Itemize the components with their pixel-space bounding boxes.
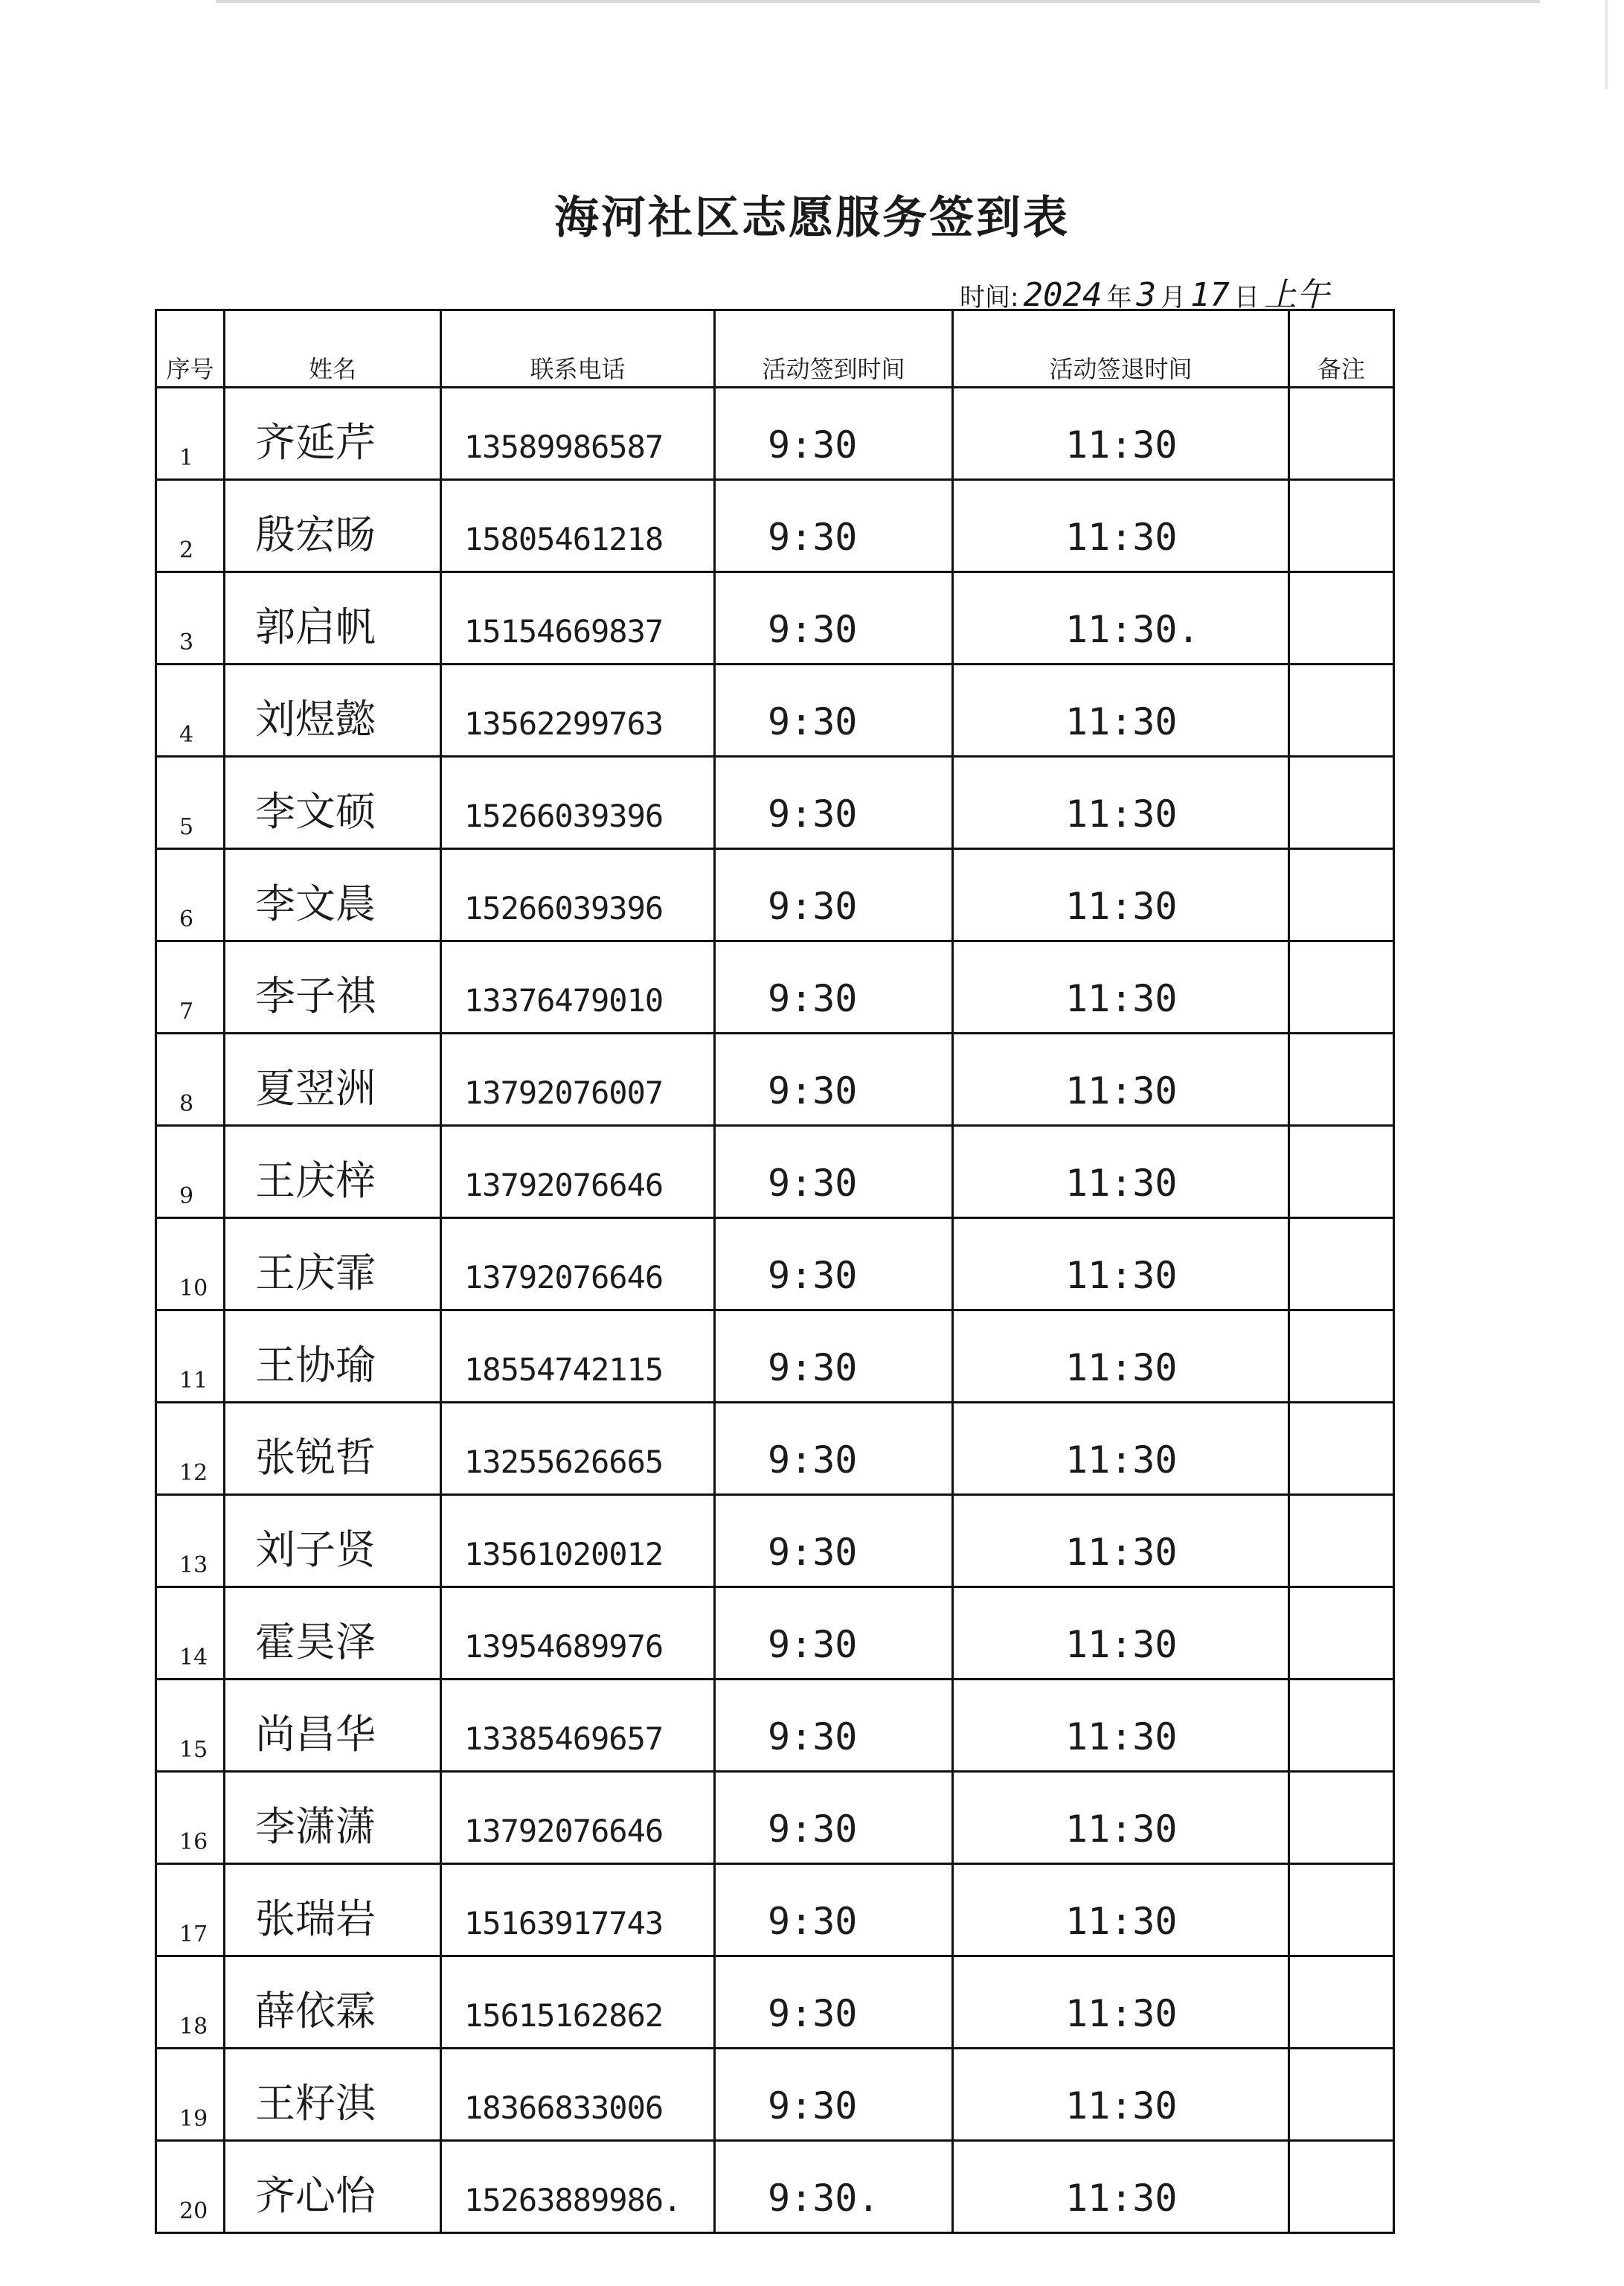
- phone-number: 15615162862: [441, 1956, 715, 2049]
- table-row: [156, 1956, 1394, 2049]
- checkout-time: 11:30: [953, 1310, 1289, 1403]
- checkout-time: 11:30: [953, 757, 1289, 849]
- row-number: 14: [156, 1587, 225, 1680]
- note-cell: [1289, 1126, 1394, 1218]
- header-note: 备注: [1289, 310, 1394, 388]
- checkin-time: 9:30: [715, 1864, 953, 1956]
- note-cell: [1289, 388, 1394, 480]
- checkin-time: 9:30: [715, 1126, 953, 1218]
- date-month: 3: [1136, 276, 1156, 314]
- table-row: [156, 1218, 1394, 1310]
- phone-number: 13792076007: [441, 1034, 715, 1126]
- checkin-time: 9:30: [715, 388, 953, 480]
- table-row: [156, 1403, 1394, 1495]
- row-number: 15: [156, 1680, 225, 1772]
- volunteer-name: 刘子贤: [225, 1495, 441, 1587]
- table-row: [156, 665, 1394, 757]
- note-cell: [1289, 1034, 1394, 1126]
- note-cell: [1289, 1772, 1394, 1864]
- table-row: [156, 2049, 1394, 2141]
- note-cell: [1289, 1495, 1394, 1587]
- note-cell: [1289, 1956, 1394, 2049]
- checkout-time: 11:30: [953, 1126, 1289, 1218]
- phone-number: 18554742115: [441, 1310, 715, 1403]
- volunteer-name: 殷宏旸: [225, 480, 441, 572]
- date-year-label: 年: [1106, 283, 1132, 313]
- phone-number: 18366833006: [441, 2049, 715, 2141]
- row-number: 1: [156, 388, 225, 480]
- note-cell: [1289, 1310, 1394, 1403]
- table-row: [156, 1310, 1394, 1403]
- phone-number: 13792076646: [441, 1126, 715, 1218]
- checkout-time: 11:30: [953, 1218, 1289, 1310]
- checkin-time: 9:30: [715, 665, 953, 757]
- header-row: [156, 310, 1394, 388]
- checkout-time: 11:30: [953, 941, 1289, 1034]
- phone-number: 15163917743: [441, 1864, 715, 1956]
- row-number: 6: [156, 849, 225, 941]
- row-number: 8: [156, 1034, 225, 1126]
- table-row: [156, 1034, 1394, 1126]
- date-year: 2024: [1023, 276, 1103, 314]
- checkout-time: 11:30: [953, 388, 1289, 480]
- row-number: 20: [156, 2141, 225, 2233]
- phone-number: 15805461218: [441, 480, 715, 572]
- table-row: [156, 388, 1394, 480]
- volunteer-name: 齐心怡: [225, 2141, 441, 2233]
- header-no: 序号: [156, 310, 225, 388]
- header-checkout: 活动签退时间: [953, 310, 1289, 388]
- table-row: [156, 1680, 1394, 1772]
- note-cell: [1289, 572, 1394, 665]
- note-cell: [1289, 2049, 1394, 2141]
- volunteer-name: 李文硕: [225, 757, 441, 849]
- row-number: 19: [156, 2049, 225, 2141]
- checkout-time: 11:30.: [953, 572, 1289, 665]
- table-row: [156, 849, 1394, 941]
- note-cell: [1289, 757, 1394, 849]
- note-cell: [1289, 849, 1394, 941]
- volunteer-name: 王协瑜: [225, 1310, 441, 1403]
- row-number: 10: [156, 1218, 225, 1310]
- checkout-time: 11:30: [953, 1034, 1289, 1126]
- phone-number: 15263889986.: [441, 2141, 715, 2233]
- volunteer-name: 薛依霖: [225, 1956, 441, 2049]
- volunteer-name: 李文晨: [225, 849, 441, 941]
- checkout-time: 11:30: [953, 849, 1289, 941]
- checkin-time: 9:30: [715, 849, 953, 941]
- volunteer-name: 霍昊泽: [225, 1587, 441, 1680]
- note-cell: [1289, 1218, 1394, 1310]
- date-period: 上午: [1263, 276, 1329, 314]
- header-name: 姓名: [225, 310, 441, 388]
- checkout-time: 11:30: [953, 1495, 1289, 1587]
- checkin-time: 9:30.: [715, 2141, 953, 2233]
- phone-number: 13792076646: [441, 1218, 715, 1310]
- checkin-time: 9:30: [715, 1956, 953, 2049]
- checkout-time: 11:30: [953, 665, 1289, 757]
- row-number: 7: [156, 941, 225, 1034]
- table-row: [156, 1587, 1394, 1680]
- phone-number: 13255626665: [441, 1403, 715, 1495]
- phone-number: 13562299763: [441, 665, 715, 757]
- checkin-time: 9:30: [715, 1310, 953, 1403]
- table-body: [156, 388, 1394, 2233]
- checkout-time: 11:30: [953, 1680, 1289, 1772]
- table-row: [156, 1864, 1394, 1956]
- checkin-time: 9:30: [715, 1034, 953, 1126]
- phone-number: 13589986587: [441, 388, 715, 480]
- date-month-label: 月: [1160, 283, 1186, 313]
- volunteer-name: 王籽淇: [225, 2049, 441, 2141]
- checkin-time: 9:30: [715, 1218, 953, 1310]
- page-title: 海河社区志愿服务签到表: [554, 192, 1070, 244]
- checkin-time: 9:30: [715, 1403, 953, 1495]
- checkout-time: 11:30: [953, 1403, 1289, 1495]
- phone-number: 13561020012: [441, 1495, 715, 1587]
- note-cell: [1289, 1864, 1394, 1956]
- phone-number: 15266039396: [441, 757, 715, 849]
- phone-number: 13792076646: [441, 1772, 715, 1864]
- row-number: 9: [156, 1126, 225, 1218]
- scan-edge-mark: [1605, 0, 1608, 89]
- volunteer-name: 尚昌华: [225, 1680, 441, 1772]
- date-day: 17: [1190, 276, 1230, 314]
- header-phone: 联系电话: [441, 310, 715, 388]
- volunteer-name: 王庆梓: [225, 1126, 441, 1218]
- volunteer-name: 夏翌洲: [225, 1034, 441, 1126]
- checkin-time: 9:30: [715, 480, 953, 572]
- checkout-time: 11:30: [953, 2141, 1289, 2233]
- scan-edge-line: [216, 0, 1540, 3]
- header-checkin: 活动签到时间: [715, 310, 953, 388]
- row-number: 13: [156, 1495, 225, 1587]
- phone-number: 13954689976: [441, 1587, 715, 1680]
- checkin-time: 9:30: [715, 572, 953, 665]
- checkin-time: 9:30: [715, 941, 953, 1034]
- checkin-time: 9:30: [715, 757, 953, 849]
- volunteer-name: 李潇潇: [225, 1772, 441, 1864]
- row-number: 16: [156, 1772, 225, 1864]
- date-day-label: 日: [1233, 283, 1259, 313]
- row-number: 12: [156, 1403, 225, 1495]
- note-cell: [1289, 480, 1394, 572]
- table-row: [156, 1126, 1394, 1218]
- phone-number: 15266039396: [441, 849, 715, 941]
- volunteer-name: 王庆霏: [225, 1218, 441, 1310]
- row-number: 18: [156, 1956, 225, 2049]
- date-time-label: 时间:: [960, 283, 1019, 313]
- note-cell: [1289, 2141, 1394, 2233]
- checkout-time: 11:30: [953, 1956, 1289, 2049]
- phone-number: 13385469657: [441, 1680, 715, 1772]
- phone-number: 15154669837: [441, 572, 715, 665]
- note-cell: [1289, 665, 1394, 757]
- sign-in-table: [155, 309, 1395, 2234]
- checkin-time: 9:30: [715, 1587, 953, 1680]
- table-row: [156, 1495, 1394, 1587]
- checkin-time: 9:30: [715, 1495, 953, 1587]
- checkout-time: 11:30: [953, 1772, 1289, 1864]
- checkin-time: 9:30: [715, 2049, 953, 2141]
- volunteer-name: 张锐哲: [225, 1403, 441, 1495]
- note-cell: [1289, 1403, 1394, 1495]
- table-row: [156, 2141, 1394, 2233]
- phone-number: 13376479010: [441, 941, 715, 1034]
- row-number: 5: [156, 757, 225, 849]
- volunteer-name: 齐延芹: [225, 388, 441, 480]
- checkin-time: 9:30: [715, 1772, 953, 1864]
- checkout-time: 11:30: [953, 1587, 1289, 1680]
- checkout-time: 11:30: [953, 480, 1289, 572]
- row-number: 4: [156, 665, 225, 757]
- table-row: [156, 941, 1394, 1034]
- note-cell: [1289, 1587, 1394, 1680]
- volunteer-name: 李子祺: [225, 941, 441, 1034]
- volunteer-name: 刘煜懿: [225, 665, 441, 757]
- table-row: [156, 480, 1394, 572]
- checkout-time: 11:30: [953, 2049, 1289, 2141]
- note-cell: [1289, 941, 1394, 1034]
- row-number: 3: [156, 572, 225, 665]
- row-number: 2: [156, 480, 225, 572]
- note-cell: [1289, 1680, 1394, 1772]
- table-row: [156, 757, 1394, 849]
- table-row: [156, 1772, 1394, 1864]
- checkout-time: 11:30: [953, 1864, 1289, 1956]
- volunteer-name: 张瑞岩: [225, 1864, 441, 1956]
- checkin-time: 9:30: [715, 1680, 953, 1772]
- row-number: 17: [156, 1864, 225, 1956]
- row-number: 11: [156, 1310, 225, 1403]
- table-row: [156, 572, 1394, 665]
- volunteer-name: 郭启帆: [225, 572, 441, 665]
